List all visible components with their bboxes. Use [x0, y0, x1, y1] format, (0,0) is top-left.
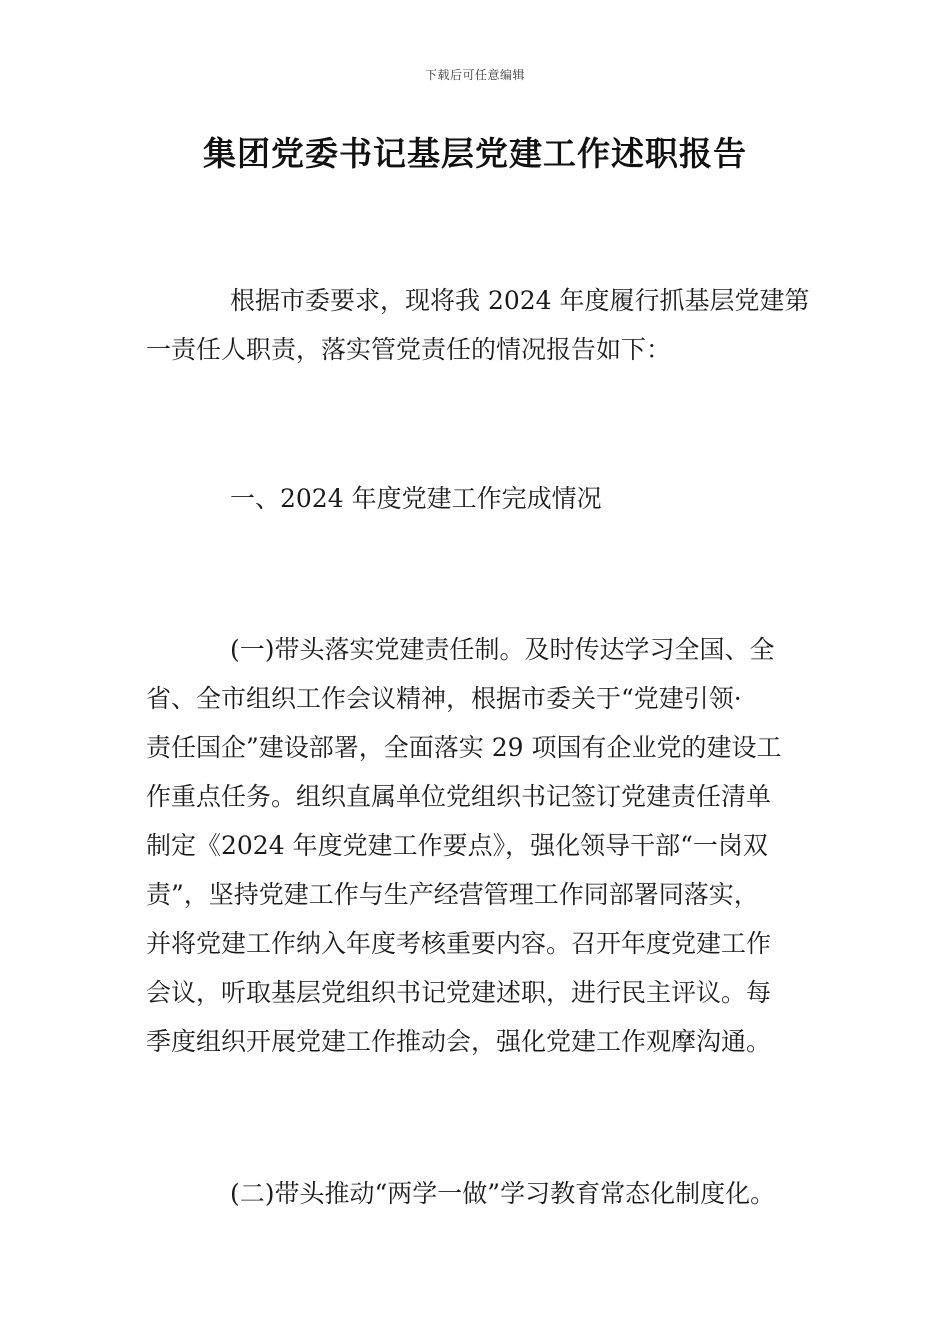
intro-line: 根据市委要求，现将我 2024 年度履行抓基层党建第 [230, 286, 810, 315]
item-1-line: 会议，听取基层党组织书记党建述职，进行民主评议。每 [146, 978, 772, 1007]
item-1-line: 并将党建工作纳入年度考核重要内容。召开年度党建工作 [146, 929, 772, 958]
section-heading [146, 474, 814, 523]
item-2-paragraph [146, 1169, 814, 1218]
item-1-line: 作重点任务。组织直属单位党组织书记签订党建责任清单 [146, 782, 772, 811]
item-2-line: (二)带头推动“两学一做”学习教育常态化制度化。 [230, 1179, 776, 1208]
item-1-paragraph [146, 625, 814, 1066]
intro-line: 一责任人职责，落实管党责任的情况报告如下： [146, 335, 672, 364]
item-1-line: 责”，坚持党建工作与生产经营管理工作同部署同落实， [146, 880, 759, 909]
item-1-line: (一)带头落实党建责任制。及时传达学习全国、全 [230, 635, 775, 664]
item-1-line: 省、全市组织工作会议精神，根据市委关于“党建引领· [146, 684, 742, 713]
header-note: 下载后可任意编辑 [424, 68, 525, 82]
item-1-line: 制定《2024 年度党建工作要点》，强化领导干部“一岗双 [146, 831, 768, 860]
item-1-line: 季度组织开展党建工作推动会，强化党建工作观摩沟通。 [146, 1027, 772, 1056]
section-heading-line: 一、2024 年度党建工作完成情况 [230, 484, 602, 513]
intro-paragraph [146, 276, 814, 374]
item-1-line: 责任国企”建设部署，全面落实 29 项国有企业党的建设工 [146, 733, 782, 762]
document-title: 集团党委书记基层党建工作述职报告 [203, 134, 747, 173]
